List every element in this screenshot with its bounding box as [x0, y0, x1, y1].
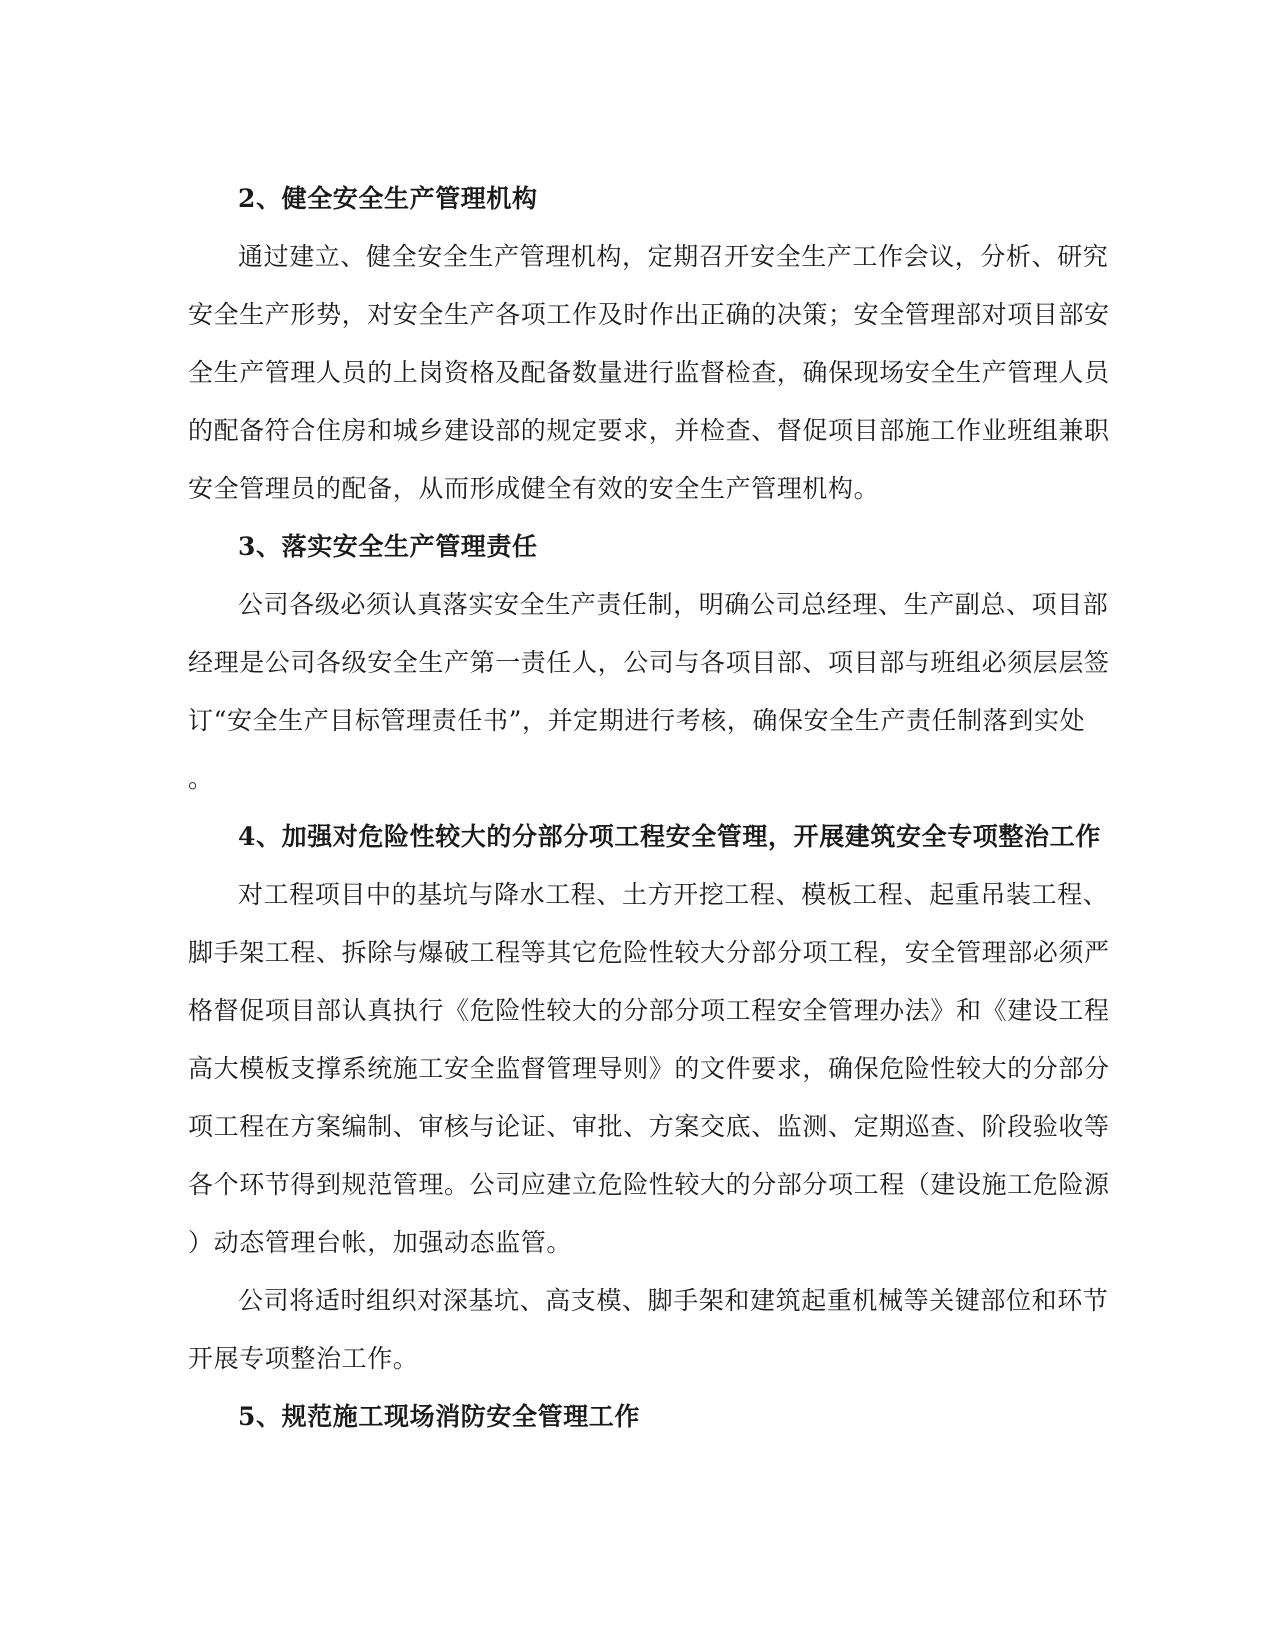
- paragraph-line: 安全生产形势，对安全生产各项工作及时作出正确的决策；安全管理部对项目部安: [188, 300, 1110, 329]
- section-2-heading: 2、健全安全生产管理机构: [238, 184, 538, 213]
- section-4-paragraph-1: [188, 866, 1110, 1272]
- paragraph-line: 各个环节得到规范管理。公司应建立危险性较大的分部分项工程（建设施工危险源: [188, 1170, 1110, 1199]
- paragraph-line: 对工程项目中的基坑与降水工程、土方开挖工程、模板工程、起重吊装工程、: [238, 880, 1109, 909]
- section-5-heading: 5、规范施工现场消防安全管理工作: [238, 1402, 640, 1431]
- section-4-heading: 4、加强对危险性较大的分部分项工程安全管理，开展建筑安全专项整治工作: [238, 822, 1101, 851]
- paragraph-line: 脚手架工程、拆除与爆破工程等其它危险性较大分部分项工程，安全管理部必须严: [188, 938, 1110, 967]
- paragraph-line: 格督促项目部认真执行《危险性较大的分部分项工程安全管理办法》和《建设工程: [188, 996, 1110, 1025]
- section-4-paragraph-2: [188, 1272, 1109, 1388]
- paragraph-line: 项工程在方案编制、审核与论证、审批、方案交底、监测、定期巡查、阶段验收等: [188, 1112, 1110, 1141]
- paragraph-line: 全生产管理人员的上岗资格及配备数量进行监督检查，确保现场安全生产管理人员: [188, 358, 1110, 387]
- paragraph-line: ）动态管理台帐，加强动态监管。: [188, 1228, 573, 1257]
- paragraph-line: 的配备符合住房和城乡建设部的规定要求，并检查、督促项目部施工作业班组兼职: [188, 416, 1110, 445]
- section-3-paragraph: [188, 576, 1110, 808]
- paragraph-line: 安全管理员的配备，从而形成健全有效的安全生产管理机构。: [188, 474, 880, 503]
- paragraph-line: 公司将适时组织对深基坑、高支模、脚手架和建筑起重机械等关键部位和环节: [238, 1286, 1109, 1315]
- section-3-heading: 3、落实安全生产管理责任: [238, 532, 538, 561]
- paragraph-line: 订“安全生产目标管理责任书”，并定期进行考核，确保安全生产责任制落到实处: [188, 706, 1086, 735]
- paragraph-line: 高大模板支撑系统施工安全监督管理导则》的文件要求，确保危险性较大的分部分: [188, 1054, 1110, 1083]
- paragraph-line: 公司各级必须认真落实安全生产责任制，明确公司总经理、生产副总、项目部: [238, 590, 1109, 619]
- paragraph-line: 。: [188, 764, 214, 793]
- paragraph-line: 通过建立、健全安全生产管理机构，定期召开安全生产工作会议，分析、研究: [238, 242, 1109, 271]
- document-body: [188, 170, 1110, 1446]
- section-2-paragraph: [188, 228, 1110, 518]
- paragraph-line: 开展专项整治工作。: [188, 1344, 419, 1373]
- paragraph-line: 经理是公司各级安全生产第一责任人，公司与各项目部、项目部与班组必须层层签: [188, 648, 1110, 677]
